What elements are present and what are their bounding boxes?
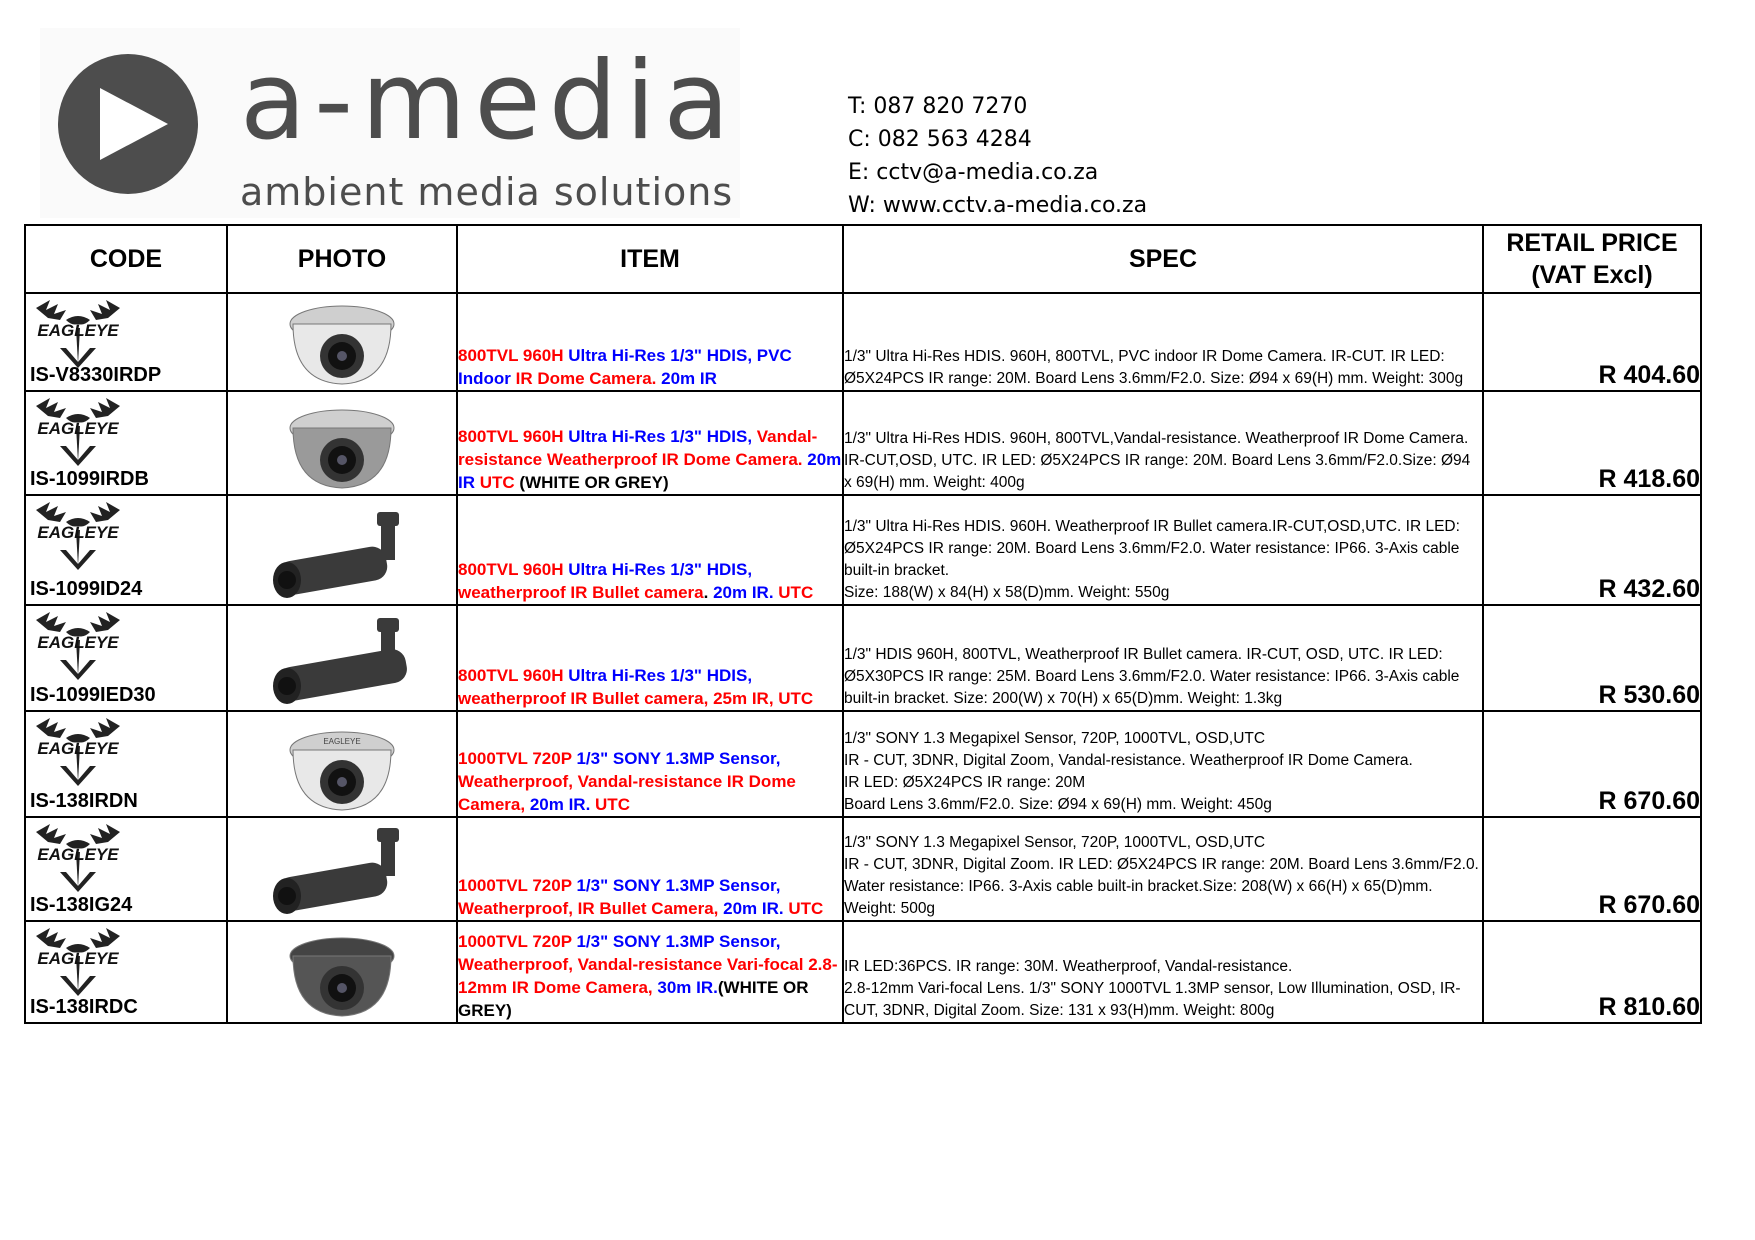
item-text-segment: 20m IR. [713, 583, 779, 602]
item-text-segment: 1/3" SONY 1.3MP Sensor, [576, 876, 781, 895]
item-text-segment: 1000TVL 720P [458, 876, 577, 895]
spec-cell [843, 605, 1483, 711]
item-text-segment: 800TVL 960H [458, 346, 569, 365]
eagle-logo-text: EAGLEYE [37, 321, 119, 340]
product-code: IS-1099IED30 [30, 684, 156, 706]
eagle-logo-text: EAGLEYE [37, 949, 119, 968]
item-text-segment: Ultra Hi-Res 1/3" HDIS, [568, 427, 757, 446]
camera-photo [257, 398, 427, 494]
item-text-segment: Ultra Hi-Res 1/3" HDIS, [568, 666, 753, 685]
spec-line: 1/3" Ultra Hi-Res HDIS. 960H. Weatherproof IR Bullet camera.IR-CUT,OSD,UTC. IR LED: Ø5X24PCS IR range: 20M. Board Lens 3.6mm/F2.0. Water resistance: IP66. 3-Axis cable built-in bracket. [844, 518, 1460, 579]
contact-block [848, 90, 1147, 222]
contact-phone: T: 087 820 7270 [848, 94, 1028, 119]
item-text-segment: 1/3" SONY 1.3MP Sensor, [576, 749, 781, 768]
item-text-segment: Weatherproof, IR Bullet Camera, [458, 899, 724, 918]
item-cell [457, 921, 843, 1023]
product-code: IS-1099IRDB [30, 468, 149, 490]
item-cell [457, 711, 843, 817]
retail-price: R 810.60 [1483, 921, 1701, 1023]
item-text-segment: UTC [788, 899, 824, 918]
product-code: IS-138IRDC [30, 996, 138, 1018]
item-text-segment: weatherproof IR Bullet camera, 25m IR, [458, 689, 779, 708]
spec-line: IR LED: Ø5X24PCS IR range: 20M [844, 774, 1086, 791]
spec-line: 2.8-12mm Vari-focal Lens. 1/3" SONY 1000TVL 1.3MP sensor, Low Illumination, OSD, IR-CUT, 3DNR, Digital Zoom. Size: 131 x 93(H)mm. Weight: 800g [844, 980, 1461, 1019]
spec-cell [843, 391, 1483, 495]
item-text-segment: 30m IR. [657, 978, 718, 997]
svg-text:EAGLEYE: EAGLEYE [323, 737, 361, 746]
camera-photo [257, 614, 427, 710]
product-code: IS-138IRDN [30, 790, 138, 812]
table-row [25, 711, 1701, 817]
eagle-icon [30, 500, 126, 572]
header-code: CODE [25, 225, 227, 293]
item-text-segment: (WHITE OR GREY) [458, 978, 809, 1020]
item-text-segment: 20m IR. [529, 795, 596, 814]
code-cell [25, 605, 227, 711]
code-cell [25, 921, 227, 1023]
photo-cell [227, 495, 457, 605]
spec-line: IR LED:36PCS. IR range: 30M. Weatherproof, Vandal-resistance. [844, 958, 1293, 975]
item-text-segment: Vandal-resistance Weatherproof IR Dome Camera. [458, 427, 818, 469]
item-text-segment: UTC [479, 473, 520, 492]
camera-photo [257, 294, 427, 390]
product-code: IS-V8330IRDP [30, 364, 162, 386]
eagle-logo-text: EAGLEYE [37, 419, 119, 438]
spec-text: 1/3" HDIS 960H, 800TVL, Weatherproof IR Bullet camera. IR-CUT, OSD, UTC. IR LED: Ø5X30PCS IR range: 25M. Board Lens 3.6mm/F2.0. Water resistance: IP66. 3-Axis cable built-in bracket. Size: 200(W) x 70(H) x 65(D)mm. Weight: 1.3kg [844, 646, 1460, 707]
spec-cell [843, 921, 1483, 1023]
spec-line: 1/3" SONY 1.3 Megapixel Sensor, 720P, 1000TVL, OSD,UTC [844, 834, 1266, 851]
photo-cell [227, 921, 457, 1023]
retail-price: R 404.60 [1483, 293, 1701, 391]
code-cell [25, 495, 227, 605]
spec-line: IR - CUT, 3DNR, Digital Zoom, Vandal-resistance. Weatherproof IR Dome Camera. [844, 752, 1413, 769]
spec-cell [843, 293, 1483, 391]
camera-photo [257, 824, 427, 920]
item-cell [457, 391, 843, 495]
header-price-line2: (VAT Excl) [1531, 261, 1653, 289]
eagle-icon [30, 716, 126, 788]
spec-cell [843, 711, 1483, 817]
brand-name: a-media [240, 39, 738, 164]
camera-photo [257, 508, 427, 604]
item-text-segment: Ultra Hi-Res 1/3" HDIS, PVC Indoor [458, 346, 792, 388]
play-icon [58, 54, 198, 194]
company-logo [40, 28, 740, 218]
header-price-line1: RETAIL PRICE [1506, 229, 1678, 257]
item-cell [457, 605, 843, 711]
item-text-segment: Weatherproof, Vandal-resistance IR Dome Camera, [458, 772, 796, 814]
spec-text: 1/3" Ultra Hi-Res HDIS. 960H, 800TVL,Vandal-resistance. Weatherproof IR Dome Camera. IR-CUT,OSD, UTC. IR LED: Ø5X24PCS IR range: 20M. Board Lens 3.6mm/F2.0.Size: Ø94 x 69(H) mm. Weight: 400g [844, 430, 1471, 491]
eagle-icon [30, 822, 126, 894]
eagle-logo-text: EAGLEYE [37, 845, 119, 864]
spec-line: IR - CUT, 3DNR, Digital Zoom. IR LED: Ø5X24PCS IR range: 20M. Board Lens 3.6mm/F2.0. Water resistance: IP66. 3-Axis cable built-in bracket.Size: 208(W) x 66(H) x 65(D)mm. Weight: 500g [844, 856, 1479, 917]
spec-text: 1/3" Ultra Hi-Res HDIS. 960H, 800TVL, PVC indoor IR Dome Camera. IR-CUT. IR LED: Ø5X24PCS IR range: 20M. Board Lens 3.6mm/F2.0. Size: Ø94 x 69(H) mm. Weight: 300g [844, 348, 1464, 387]
photo-cell [227, 817, 457, 921]
table-row [25, 391, 1701, 495]
contact-cell: C: 082 563 4284 [848, 127, 1032, 152]
eagle-icon [30, 396, 126, 468]
contact-email[interactable]: E: cctv@a-media.co.za [848, 160, 1099, 185]
product-code: IS-138IG24 [30, 894, 133, 916]
item-text-segment: 1/3" SONY 1.3MP Sensor, [576, 932, 781, 951]
eagle-icon [30, 298, 126, 370]
item-text-segment: 800TVL 960H [458, 666, 569, 685]
photo-cell [227, 293, 457, 391]
retail-price: R 670.60 [1483, 711, 1701, 817]
code-cell [25, 711, 227, 817]
header-photo: PHOTO [227, 225, 457, 293]
item-text-segment: . [703, 583, 714, 602]
retail-price: R 530.60 [1483, 605, 1701, 711]
table-row [25, 293, 1701, 391]
header-price [1483, 225, 1701, 293]
item-text-segment: UTC [778, 689, 814, 708]
brand-tagline: ambient media solutions [240, 170, 734, 214]
eagle-logo-text: EAGLEYE [37, 523, 119, 542]
eagle-icon [30, 610, 126, 682]
camera-photo [257, 720, 427, 816]
spec-line: Size: 188(W) x 84(H) x 58(D)mm. Weight: 550g [844, 584, 1170, 601]
table-row [25, 605, 1701, 711]
retail-price: R 670.60 [1483, 817, 1701, 921]
item-cell [457, 495, 843, 605]
item-text-segment: 20m IR [661, 369, 717, 388]
header-item: ITEM [457, 225, 843, 293]
spec-line: Board Lens 3.6mm/F2.0. Size: Ø94 x 69(H) mm. Weight: 450g [844, 796, 1272, 813]
item-text-segment: 800TVL 960H [458, 427, 569, 446]
item-text-segment: Weatherproof, Vandal-resistance Vari-focal 2.8-12mm IR Dome Camera, [458, 955, 838, 997]
price-table [24, 224, 1702, 1024]
eagle-logo-text: EAGLEYE [37, 633, 119, 652]
table-row [25, 495, 1701, 605]
spec-cell [843, 495, 1483, 605]
item-text-segment: weatherproof IR Bullet camera [458, 583, 704, 602]
item-text-segment: 20m IR [458, 450, 842, 492]
item-text-segment: 20m IR. [723, 899, 789, 918]
photo-cell [227, 605, 457, 711]
eagle-icon [30, 926, 126, 998]
retail-price: R 432.60 [1483, 495, 1701, 605]
table-header-row [25, 225, 1701, 293]
item-text-segment: UTC [778, 583, 814, 602]
camera-photo [257, 926, 427, 1022]
table-row [25, 921, 1701, 1023]
photo-cell [227, 711, 457, 817]
photo-cell [227, 391, 457, 495]
code-cell [25, 817, 227, 921]
item-cell [457, 817, 843, 921]
item-text-segment: UTC [595, 795, 630, 814]
spec-line: 1/3" SONY 1.3 Megapixel Sensor, 720P, 1000TVL, OSD,UTC [844, 730, 1266, 747]
item-text-segment: 800TVL 960H [458, 560, 569, 579]
code-cell [25, 391, 227, 495]
item-text-segment: (WHITE OR GREY) [519, 473, 669, 492]
spec-cell [843, 817, 1483, 921]
item-text-segment: IR Dome Camera. [515, 369, 662, 388]
code-cell [25, 293, 227, 391]
eagle-logo-text: EAGLEYE [37, 739, 119, 758]
contact-website[interactable]: W: www.cctv.a-media.co.za [848, 193, 1148, 218]
item-text-segment: 1000TVL 720P [458, 749, 577, 768]
item-text-segment: 1000TVL 720P [458, 932, 577, 951]
item-text-segment: Ultra Hi-Res 1/3" HDIS, [568, 560, 753, 579]
product-code: IS-1099ID24 [30, 578, 143, 600]
header-spec: SPEC [843, 225, 1483, 293]
table-row [25, 817, 1701, 921]
item-cell [457, 293, 843, 391]
retail-price: R 418.60 [1483, 391, 1701, 495]
